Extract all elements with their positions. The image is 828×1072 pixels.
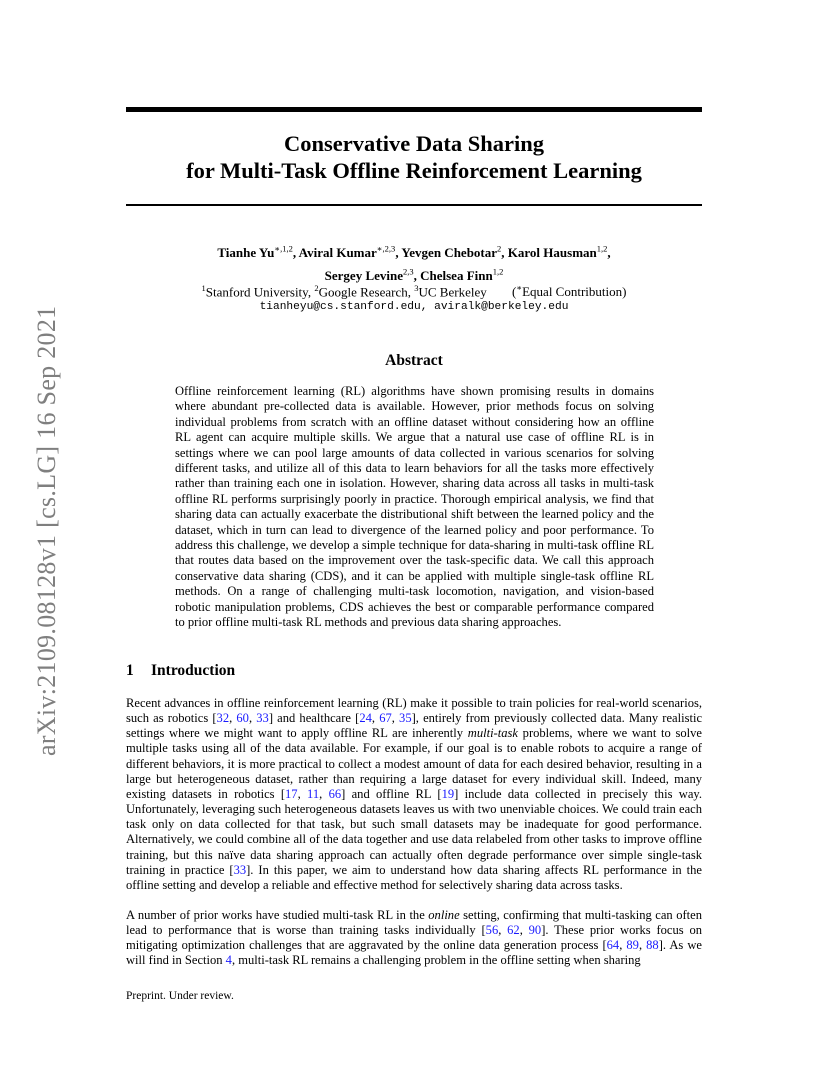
author-list (126, 240, 702, 285)
body-text: , (248, 711, 257, 726)
body-text: , (638, 938, 647, 953)
author: Tianhe $Yu^{∗,1,2}$, (217, 244, 299, 261)
body-text: setting, confirming that multi-tasking can often lead to performance that is worse than training tasks individually [ (126, 908, 702, 938)
citation-link[interactable]: 64 (606, 938, 620, 953)
body-text: ] and offline RL [ (341, 786, 442, 801)
citation-link[interactable]: 24 (359, 711, 372, 726)
author: Chelsea Finn$^{1,2}$ (420, 266, 504, 283)
body-text: , (297, 786, 308, 801)
intro-paragraph-2 (126, 908, 702, 969)
body-text: , (619, 938, 627, 953)
citation-link[interactable]: 90 (528, 923, 542, 938)
body-text: , multi-task RL remains a challenging problem in the offline setting when sharing (231, 953, 641, 968)
citation-link[interactable]: 19 (441, 786, 455, 801)
body-text: ]. These prior works focus on mitigating optimization challenges that are aggravated by the online data generation process [ (126, 923, 702, 953)
citation-link[interactable]: 66 (328, 786, 342, 801)
section-heading-introduction (126, 662, 235, 680)
citation-link[interactable]: 62 (507, 923, 520, 938)
body-text: problems, where we want to solve multiple tasks using all of the data available. For example, if our goal is to enable robots to acquire a range of different behaviors, it is more practical to collect a modest amount of data for each desired behavior, resulting in a large but heterogeneous dataset, rather than requiring a large dataset for every individual skill. Indeed, many existing datasets in robotics [ (126, 726, 702, 801)
title-line-1: Conservative Data Sharing (284, 131, 544, 156)
citation-link[interactable]: 33 (256, 711, 269, 726)
title-bottom-rule (126, 204, 702, 206)
author: Sergey Levine$^{2,3}$, (324, 266, 421, 283)
arxiv-identifier[interactable]: arXiv:2109.08128v1 [cs.LG] 16 Sep 2021 (32, 305, 61, 756)
body-text: ], entirely from previously collected data. Many realistic settings where we might want to apply offline RL are inherently (126, 711, 703, 741)
citation-link[interactable]: 67 (379, 711, 392, 726)
citation-link[interactable]: 60 (236, 711, 249, 726)
body-text: A number of prior works have studied multi-task RL in the (126, 908, 429, 922)
body-text: , (519, 923, 529, 938)
author: Karol Hausman$^{1,2}$, (507, 244, 611, 261)
citation-link[interactable]: 11 (307, 786, 320, 801)
footer-note: Preprint. Under review. (126, 990, 234, 1002)
body-text: , (319, 786, 329, 801)
title-line-2: for Multi-Task Offline Reinforcement Learning (186, 158, 642, 183)
author: Yevgen Chebotar$^2$, (401, 244, 508, 261)
citation-link[interactable]: 89 (626, 938, 639, 953)
body-text: ] include data collected in precisely this way. Unfortunately, leveraging such heterogeneous datasets leaves us with two unenviable choices. We could train each task only on data collected for that task, but such small datasets may be inadequate for good performance. Alternatively, we could combine all of the data together and use data relabeled from other tasks to improve offline training, but this naïve data sharing approach can actually often degrade performance over simple single-task training in practice [ (126, 786, 702, 877)
body-text: Recent advances in offline reinforcement learning (RL) make it possible to train policies for real-world scenarios, such as robotics [ (126, 696, 702, 726)
citation-link[interactable]: 88 (646, 938, 659, 953)
abstract-text: Offline reinforcement learning (RL) algorithms have shown promising results in domains where abundant pre-collected data is available. However, prior methods focus on solving individual problems from scratch with an offline dataset without considering how an offline RL agent can acquire multiple skills. We argue that a natural use case of offline RL is in settings where we can pool large amounts of data collected in various scenarios for solving different tasks, and utilize all of this data to learn behaviors for all the tasks more effectively rather than training each one in isolation. However, sharing data across all tasks in multi-task offline RL performs surprisingly poorly in practice. Thorough empirical analysis, we find that sharing data can actually exacerbate the distributional shift between the learned policy and the dataset, which in turn can lead to divergence of the learned policy and poor performance. To address this challenge, we develop a simple technique for data-sharing in multi-task offline RL that routes data based on the improvement over the task-specific data. We call this approach conservative data sharing (CDS), and it can be applied with multiple single-task offline RL methods. On a range of challenging multi-task locomotion, navigation, and vision-based robotic manipulation problems, CDS achieves the best or comparable performance compared to prior offline multi-task RL methods and previous data sharing approaches. (175, 384, 654, 630)
body-text: ]. In this paper, we aim to understand how data sharing affects RL performance in the offline setting and develop a reliable and effective method for selectively sharing data across tasks. (126, 862, 703, 892)
author: Aviral Kumar$^{∗,2,3}$, (298, 244, 402, 261)
paper-title (126, 130, 702, 184)
author-emails: tianheyu@cs.stanford.edu, aviralk@berkeley.edu (259, 301, 569, 313)
title-top-rule (126, 107, 702, 112)
body-text: ] and healthcare [ (268, 711, 360, 726)
citation-link[interactable]: 33 (233, 862, 247, 877)
citation-link[interactable]: 32 (216, 711, 230, 726)
citation-link[interactable]: 35 (399, 711, 412, 726)
citation-link[interactable]: 17 (285, 786, 298, 801)
citation-link[interactable]: 4 (225, 953, 232, 968)
body-text: , (229, 711, 237, 726)
body-text: , (371, 711, 380, 726)
affiliations: $^1$Stanford University, $^2$Google Research, $^3$UC Berkeley (∗Equal Contribution) (201, 283, 627, 300)
section-number: 1 (126, 662, 134, 679)
emphasis-text: multi-task (467, 726, 518, 741)
body-text: , (391, 711, 400, 726)
abstract-heading: Abstract (385, 352, 443, 369)
equal-contribution-note: (∗Equal Contribution) (511, 283, 627, 300)
body-text: ]. As we will find in Section (126, 938, 702, 968)
intro-paragraph-1 (126, 696, 702, 893)
section-title: Introduction (151, 662, 236, 679)
emphasis-text: online (428, 908, 460, 922)
citation-link[interactable]: 56 (485, 923, 499, 938)
body-text: , (498, 923, 508, 938)
